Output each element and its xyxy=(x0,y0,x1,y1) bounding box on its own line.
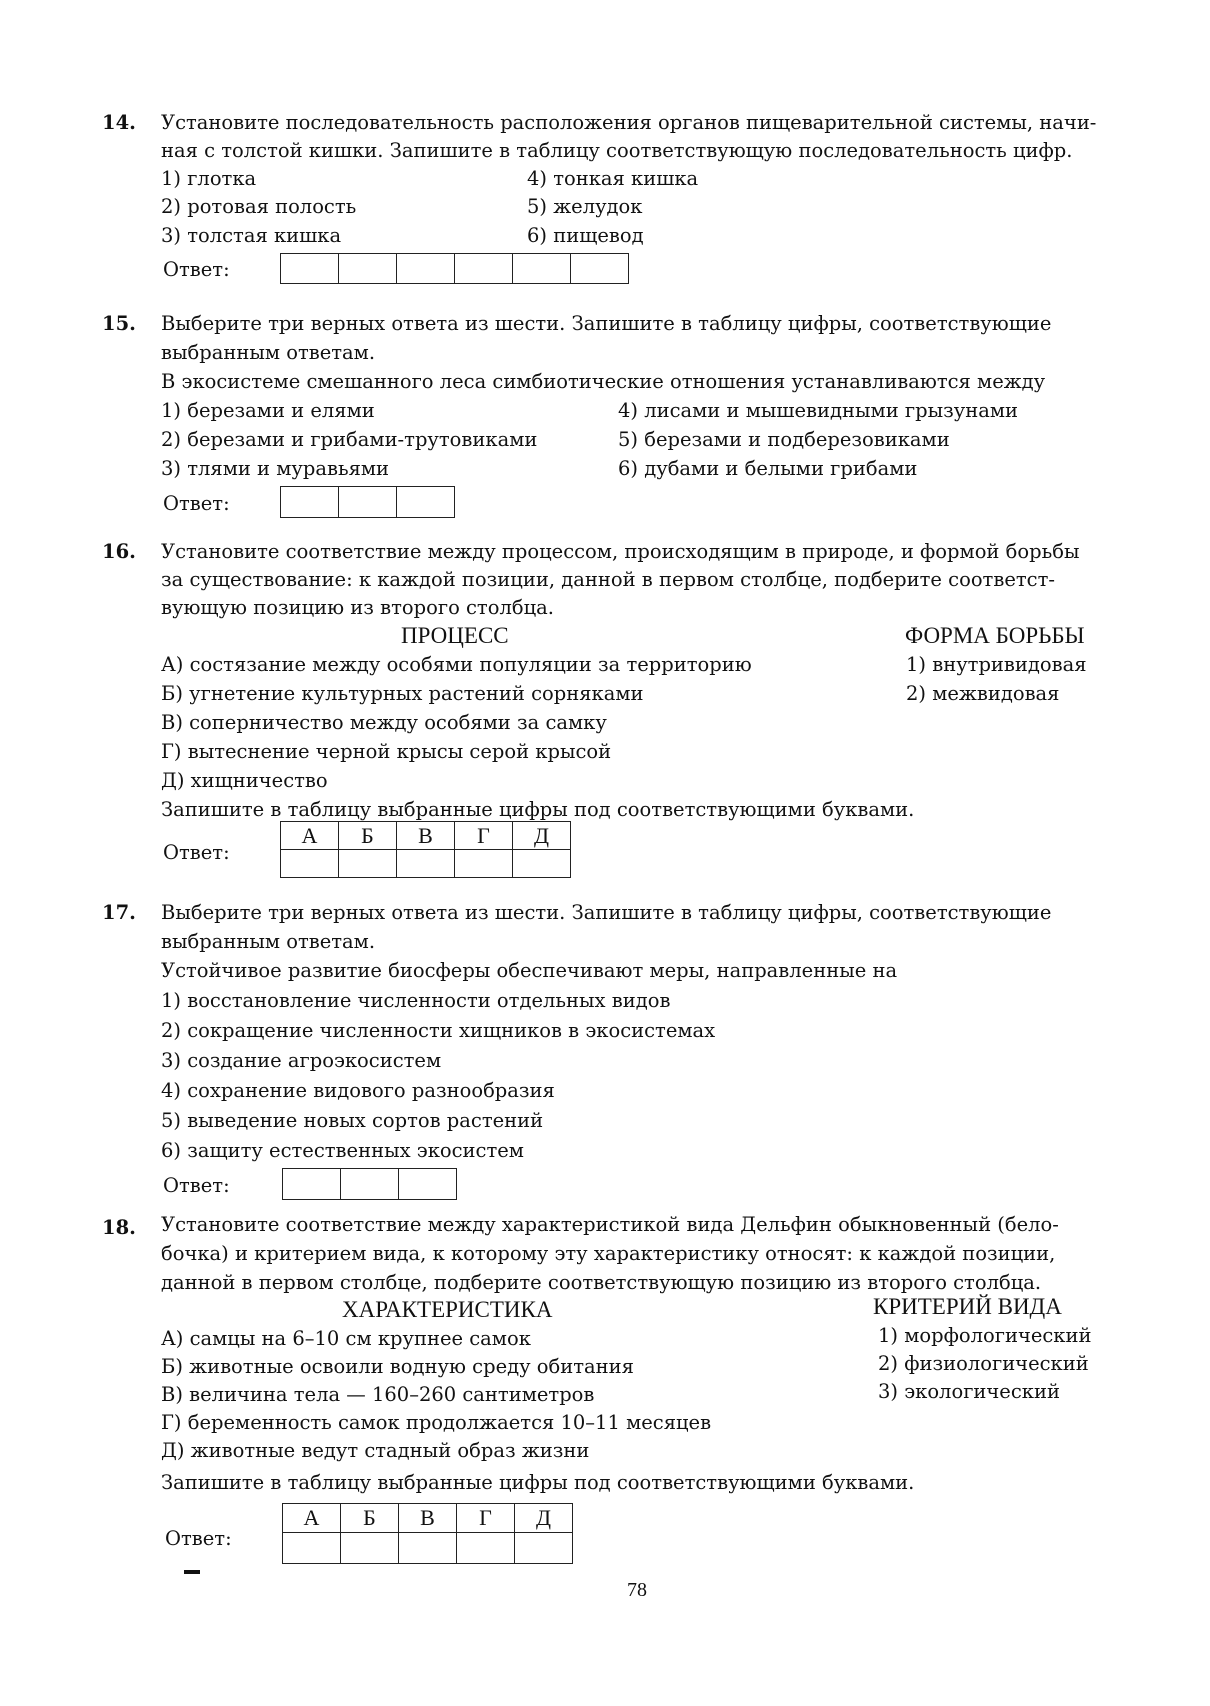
q17-option-2: 2) сокращение численности хищников в экосистемах xyxy=(161,1019,716,1042)
q16-answer-label: Ответ: xyxy=(163,841,230,864)
q15-option-2: 2) березами и грибами-трутовиками xyxy=(161,428,538,451)
q14-option-3: 3) толстая кишка xyxy=(161,224,342,247)
q14-answer-label: Ответ: xyxy=(163,258,230,281)
q14-number: 14. xyxy=(102,111,136,134)
scan-mark xyxy=(184,1570,200,1574)
q15-option-1: 1) березами и елями xyxy=(161,399,375,422)
q18-choice-1: 1) морфологический xyxy=(878,1324,1092,1347)
q15-number: 15. xyxy=(102,312,136,335)
q18-item-g: Г) беременность самок продолжается 10–11 месяцев xyxy=(161,1411,712,1434)
q17-option-1: 1) восстановление численности отдельных видов xyxy=(161,989,671,1012)
q16-item-g: Г) вытеснение черной крысы серой крысой xyxy=(161,740,612,763)
q15-option-6: 6) дубами и белыми грибами xyxy=(618,457,918,480)
letter-cell-a: А xyxy=(283,1504,341,1533)
q15-text-line1: Выберите три верных ответа из шести. Запишите в таблицу цифры, соответствующие xyxy=(161,312,1052,335)
q17-answer-boxes[interactable] xyxy=(282,1168,457,1200)
q17-option-6: 6) защиту естественных экосистем xyxy=(161,1139,524,1162)
q18-col1-heading: ХАРАКТЕРИСТИКА xyxy=(342,1297,553,1322)
answer-cell[interactable] xyxy=(397,850,455,878)
letter-cell-a: А xyxy=(281,822,339,850)
q16-choice-2: 2) межвидовая xyxy=(906,682,1060,705)
q18-number: 18. xyxy=(102,1216,136,1239)
answer-cell[interactable] xyxy=(397,254,455,284)
q14-option-6: 6) пищевод xyxy=(527,224,644,247)
q18-col2-heading: КРИТЕРИЙ ВИДА xyxy=(873,1294,1062,1319)
q15-text-line3: В экосистеме смешанного леса симбиотические отношения устанавливаются между xyxy=(161,370,1046,393)
q15-option-3: 3) тлями и муравьями xyxy=(161,457,390,480)
answer-cell[interactable] xyxy=(399,1533,457,1564)
q15-option-4: 4) лисами и мышевидными грызунами xyxy=(618,399,1019,422)
answer-cell[interactable] xyxy=(281,850,339,878)
answer-cell[interactable] xyxy=(281,487,339,518)
answer-cell[interactable] xyxy=(339,487,397,518)
q17-option-3: 3) создание агроэкосистем xyxy=(161,1049,442,1072)
letter-cell-d: Д xyxy=(515,1504,573,1533)
q18-answer-table[interactable] xyxy=(282,1503,573,1564)
letter-cell-v: В xyxy=(399,1504,457,1533)
q16-item-d: Д) хищничество xyxy=(161,769,328,792)
page-number: 78 xyxy=(627,1579,647,1601)
q17-text-line1: Выберите три верных ответа из шести. Запишите в таблицу цифры, соответствующие xyxy=(161,901,1052,924)
q17-number: 17. xyxy=(102,901,136,924)
letter-cell-g: Г xyxy=(457,1504,515,1533)
answer-cell[interactable] xyxy=(283,1169,341,1200)
letter-cell-d: Д xyxy=(513,822,571,850)
answer-cell[interactable] xyxy=(455,254,513,284)
q14-answer-boxes[interactable] xyxy=(280,253,629,284)
answer-cell[interactable] xyxy=(281,254,339,284)
answer-cell[interactable] xyxy=(341,1169,399,1200)
answer-cell[interactable] xyxy=(283,1533,341,1564)
q17-text-line3: Устойчивое развитие биосферы обеспечивают меры, направленные на xyxy=(161,959,898,982)
q16-col1-heading: ПРОЦЕСС xyxy=(401,623,509,648)
q18-item-v: В) величина тела — 160–260 сантиметров xyxy=(161,1383,595,1406)
letter-cell-b: Б xyxy=(339,822,397,850)
q14-option-2: 2) ротовая полость xyxy=(161,195,357,218)
q14-text-line1: Установите последовательность расположения органов пищеварительной системы, начи- xyxy=(161,111,1097,134)
q16-choice-1: 1) внутривидовая xyxy=(906,653,1087,676)
q18-choice-3: 3) экологический xyxy=(878,1380,1060,1403)
q18-choice-2: 2) физиологический xyxy=(878,1352,1089,1375)
answer-cell[interactable] xyxy=(513,850,571,878)
q15-answer-label: Ответ: xyxy=(163,492,230,515)
q16-text-line1: Установите соответствие между процессом, происходящим в природе, и формой борьбы xyxy=(161,540,1080,563)
answer-cell[interactable] xyxy=(339,850,397,878)
q15-answer-boxes[interactable] xyxy=(280,486,455,518)
q14-option-5: 5) желудок xyxy=(527,195,643,218)
letter-cell-v: В xyxy=(397,822,455,850)
q16-item-b: Б) угнетение культурных растений сорняками xyxy=(161,682,644,705)
q18-text-line3: данной в первом столбце, подберите соответствующую позицию из второго столбца. xyxy=(161,1271,1042,1294)
q18-item-b: Б) животные освоили водную среду обитания xyxy=(161,1355,634,1378)
q18-text-line1: Установите соответствие между характеристикой вида Дельфин обыкновенный (бело- xyxy=(161,1213,1059,1236)
q14-text-line2: ная с толстой кишки. Запишите в таблицу соответствующую последовательность цифр. xyxy=(161,139,1073,162)
q16-col2-heading: ФОРМА БОРЬБЫ xyxy=(905,623,1085,648)
q16-text-line2: за существование: к каждой позиции, данной в первом столбце, подберите соответст- xyxy=(161,568,1055,591)
q14-option-4: 4) тонкая кишка xyxy=(527,167,699,190)
answer-cell[interactable] xyxy=(457,1533,515,1564)
q15-text-line2: выбранным ответам. xyxy=(161,341,376,364)
q16-answer-table[interactable] xyxy=(280,821,571,878)
q18-item-a: А) самцы на 6–10 см крупнее самок xyxy=(161,1327,531,1350)
q14-option-1: 1) глотка xyxy=(161,167,257,190)
q15-option-5: 5) березами и подберезовиками xyxy=(618,428,950,451)
q16-text-line3: вующую позицию из второго столбца. xyxy=(161,596,554,619)
answer-cell[interactable] xyxy=(513,254,571,284)
q17-option-4: 4) сохранение видового разнообразия xyxy=(161,1079,555,1102)
letter-cell-g: Г xyxy=(455,822,513,850)
answer-cell[interactable] xyxy=(571,254,629,284)
q18-item-d: Д) животные ведут стадный образ жизни xyxy=(161,1439,590,1462)
q16-item-v: В) соперничество между особями за самку xyxy=(161,711,607,734)
answer-cell[interactable] xyxy=(515,1533,573,1564)
q16-instruction: Запишите в таблицу выбранные цифры под соответствующими буквами. xyxy=(161,798,915,821)
q17-option-5: 5) выведение новых сортов растений xyxy=(161,1109,544,1132)
q16-number: 16. xyxy=(102,540,136,563)
answer-cell[interactable] xyxy=(399,1169,457,1200)
q18-text-line2: бочка) и критерием вида, к которому эту характеристику относят: к каждой позиции, xyxy=(161,1242,1056,1265)
answer-cell[interactable] xyxy=(341,1533,399,1564)
answer-cell[interactable] xyxy=(339,254,397,284)
q18-instruction: Запишите в таблицу выбранные цифры под соответствующими буквами. xyxy=(161,1471,915,1494)
q17-text-line2: выбранным ответам. xyxy=(161,930,376,953)
answer-cell[interactable] xyxy=(455,850,513,878)
answer-cell[interactable] xyxy=(397,487,455,518)
q16-item-a: А) состязание между особями популяции за территорию xyxy=(161,653,752,676)
q18-answer-label: Ответ: xyxy=(165,1527,232,1550)
letter-cell-b: Б xyxy=(341,1504,399,1533)
q17-answer-label: Ответ: xyxy=(163,1174,230,1197)
